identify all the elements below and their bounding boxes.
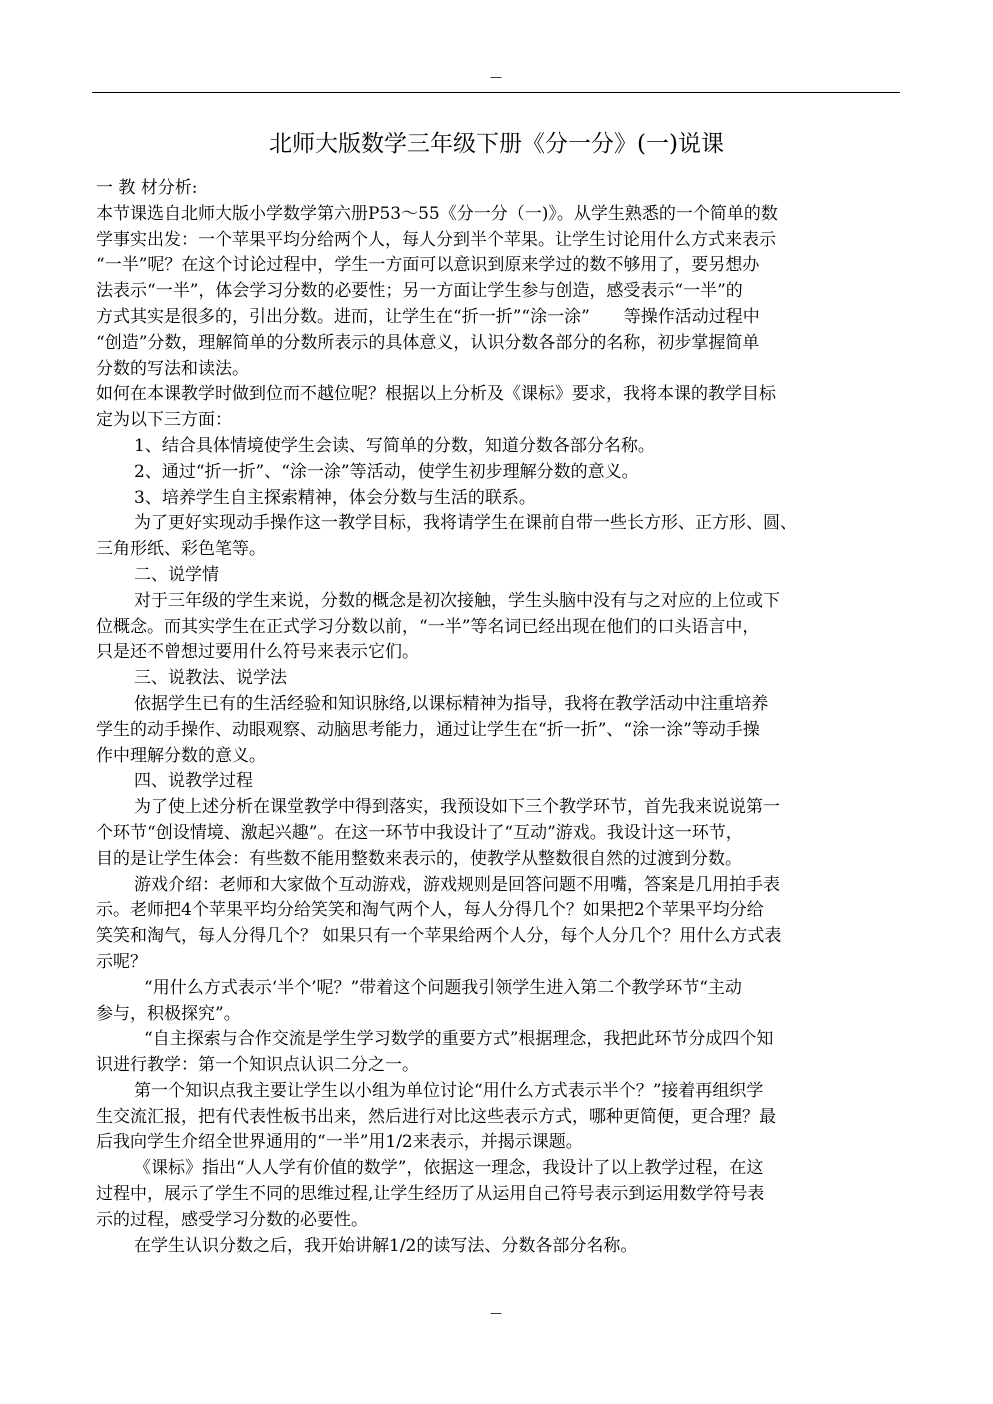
body-line: 分数的写法和读法。	[96, 358, 249, 379]
body-line: 如何在本课教学时做到位而不越位呢？根据以上分析及《课标》要求，我将本课的教学目标	[96, 384, 776, 405]
section-heading: 二、说学情	[134, 564, 219, 585]
section-heading: 三、说教法、说学法	[134, 668, 287, 689]
body-line: 笑笑和淘气，每人分得几个？ 如果只有一个苹果给两个人分，每个人分几个？用什么方式表	[96, 926, 782, 947]
body-line: 第一个知识点我主要让学生以小组为单位讨论“用什么方式表示半个？”接着再组织学	[134, 1080, 764, 1101]
body-line: 依据学生已有的生活经验和知识脉络,以课标精神为指导，我将在教学活动中注重培养	[134, 693, 769, 714]
body-line: 为了使上述分析在课堂教学中得到落实，我预设如下三个教学环节，首先我来说说第一	[134, 797, 780, 818]
document-body	[96, 176, 901, 1259]
body-line: 法表示“一半”，体会学习分数的必要性；另一方面让学生参与创造，感受表示“一半”的	[96, 281, 743, 302]
header-rule	[92, 92, 900, 93]
body-line: 学生的动手操作、动眼观察、动脑思考能力，通过让学生在“折一折”、“涂一涂”等动手操	[96, 719, 760, 740]
document-title: 北师大版数学三年级下册《分一分》(一)说课	[269, 131, 724, 157]
body-line: 过程中，展示了学生不同的思维过程,让学生经历了从运用自己符号表示到运用数学符号表	[96, 1184, 765, 1205]
body-line: 目的是让学生体会：有些数不能用整数来表示的，使教学从整数很自然的过渡到分数。	[96, 848, 742, 869]
body-line: 个环节“创设情境、激起兴趣”。在这一环节中我设计了“互动”游戏。我设计这一环节，	[96, 822, 743, 843]
body-line: 示的过程，感受学习分数的必要性。	[96, 1209, 368, 1230]
body-line: “创造”分数，理解简单的分数所表示的具体意义，认识分数各部分的名称，初步掌握简单	[96, 332, 760, 353]
body-line: 对于三年级的学生来说，分数的概念是初次接触，学生头脑中没有与之对应的上位或下	[134, 590, 780, 611]
body-line: 只是还不曾想过要用什么符号来表示它们。	[96, 642, 419, 663]
body-line: 位概念。而其实学生在正式学习分数以前，“一半”等名词已经出现在他们的口头语言中，	[96, 616, 760, 637]
section-heading: 四、说教学过程	[134, 771, 253, 792]
body-line: 方式其实是很多的，引出分数。进而，让学生在“折一折”“涂一涂” 等操作活动过程中	[96, 306, 760, 327]
body-line: 后我向学生介绍全世界通用的“一半”用1/2来表示，并揭示课题。	[96, 1132, 583, 1153]
goal-item: 2、通过“折一折”、“涂一涂”等活动，使学生初步理解分数的意义。	[134, 461, 639, 482]
body-line: “用什么方式表示‘半个’呢？”带着这个问题我引领学生进入第二个教学环节“主动	[144, 977, 742, 998]
body-line: 示呢？	[96, 951, 147, 972]
body-line: “自主探索与合作交流是学生学习数学的重要方式”根据理念，我把此环节分成四个知	[144, 1029, 774, 1050]
body-line: 生交流汇报，把有代表性板书出来，然后进行对比这些表示方式，哪种更简便，更合理？最	[96, 1106, 776, 1127]
goal-item: 1、结合具体情境使学生会读、写简单的分数，知道分数各部分名称。	[134, 435, 655, 456]
body-line: 识进行教学：第一个知识点认识二分之一。	[96, 1055, 419, 1076]
section-heading: 一 教 材分析:	[96, 178, 198, 198]
body-line: 为了更好实现动手操作这一教学目标，我将请学生在课前自带一些长方形、正方形、圆、	[134, 513, 797, 534]
body-line: 示。老师把4个苹果平均分给笑笑和淘气两个人，每人分得几个？如果把2个苹果平均分给	[96, 900, 764, 921]
body-line: 定为以下三方面：	[96, 410, 232, 431]
body-line: 在学生认识分数之后，我开始讲解1/2的读写法、分数各部分名称。	[134, 1235, 638, 1256]
body-line: 作中理解分数的意义。	[96, 745, 266, 766]
footer-mark: —	[490, 1306, 503, 1320]
body-line: 参与，积极探究”。	[96, 1003, 241, 1024]
body-line: 本节课选自北师大版小学数学第六册P53～55《分一分（一)》。从学生熟悉的一个简单的数	[96, 203, 778, 224]
header-mark: —	[490, 70, 503, 84]
body-line: 三角形纸、彩色笔等。	[96, 539, 266, 560]
body-line: 游戏介绍：老师和大家做个互动游戏，游戏规则是回答问题不用嘴，答案是几用拍手表	[134, 874, 780, 895]
body-line: “一半”呢？在这个讨论过程中，学生一方面可以意识到原来学过的数不够用了，要另想办	[96, 255, 760, 276]
body-line: 学事实出发：一个苹果平均分给两个人，每人分到半个苹果。让学生讨论用什么方式来表示	[96, 229, 776, 250]
body-line: 《课标》指出“人人学有价值的数学”，依据这一理念，我设计了以上教学过程，在这	[134, 1158, 764, 1179]
goal-item: 3、培养学生自主探索精神，体会分数与生活的联系。	[134, 487, 536, 508]
